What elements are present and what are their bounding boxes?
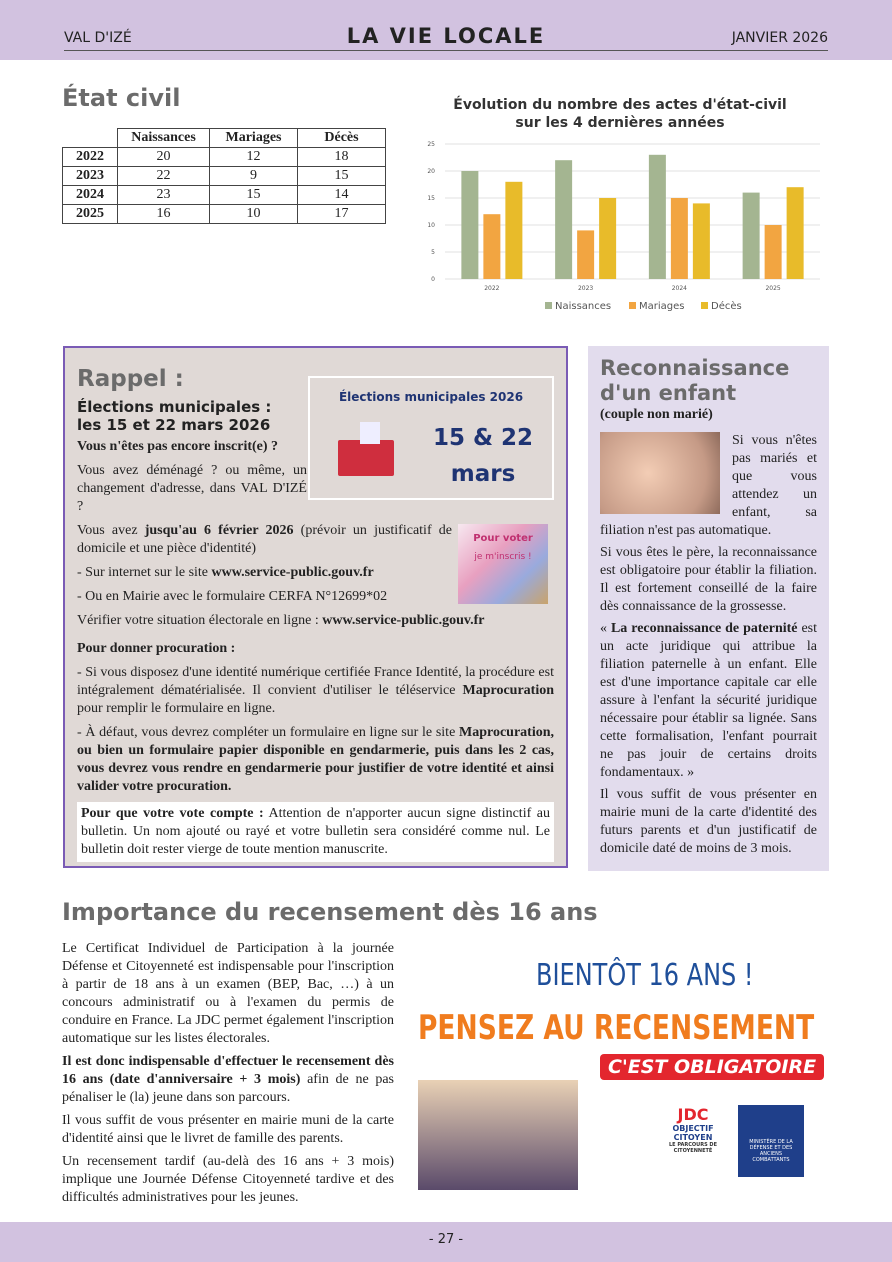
etat-civil-title: État civil [62, 84, 181, 112]
paragraph: Vous avez déménagé ? ou même, un changement d'adresse, dans VAL D'IZÉ ? [77, 463, 307, 514]
paragraph: Il vous suffit de vous présenter en mairie muni de la carte d'identité des futurs parents et d'un justificatif de domicile daté de moins de 3 mois. [600, 787, 817, 856]
vote-notice [77, 802, 554, 862]
bar-décès [787, 187, 804, 279]
text: - Si vous disposez d'une identité numérique certifiée France Identité, la procédure est intégralement dématérialisée. Il convient d'utiliser le téléservice [77, 665, 554, 698]
bar-naissances [555, 160, 572, 279]
col-header: Mariages [210, 129, 298, 148]
page-footer [0, 1222, 892, 1262]
chart-subtitle: sur les 4 dernières années [515, 115, 725, 131]
deadline: jusqu'au 6 février 2026 [144, 523, 294, 538]
legend-swatch [701, 302, 708, 309]
y-tick-label: 25 [427, 141, 435, 148]
text-bold: Maprocuration, ou bien un formulaire papier disponible en gendarmerie, puis dans les 2 cas, vous devrez vous rendre en gendarmerie pour justifier de votre identité et ainsi valider votre procuration. [77, 725, 554, 794]
bar-naissances [461, 171, 478, 279]
cell: 23 [118, 186, 210, 205]
poster-line: BIENTÔT 16 ANS ! [536, 958, 754, 993]
recensement-poster [408, 940, 828, 1190]
cell: 17 [298, 205, 386, 224]
recensement-title: Importance du recensement dès 16 ans [62, 898, 598, 926]
election-subtitle: Élections municipales : [77, 398, 272, 416]
question: Pour donner procuration : [77, 641, 236, 656]
teen-illustration [418, 1080, 578, 1190]
bar-décès [693, 203, 710, 279]
cell: 12 [210, 148, 298, 167]
question: Vous n'êtes pas encore inscrit(e) ? [77, 439, 279, 454]
text-bold: La reconnaissance de paternité [610, 621, 798, 636]
paragraph: Un recensement tardif (au-delà des 16 ans + 3 mois) implique une Journée Défense Citoyenneté tardive et des difficultés administratives pour les jeunes. [62, 1154, 394, 1205]
cell: 9 [210, 167, 298, 186]
section-title: LA VIE LOCALE [346, 24, 546, 48]
text: - Sur internet sur le site [77, 565, 212, 580]
service-public-link[interactable]: www.service-public.gouv.fr [322, 613, 485, 628]
bar-décès [505, 182, 522, 279]
paragraph [77, 522, 452, 558]
row-year: 2025 [63, 205, 118, 224]
legend-swatch [629, 302, 636, 309]
notice-text: Attention de n'apporter aucun signe distinctif au bulletin. Un nom ajouté ou rayé et votre bulletin sera considéré comme nul. Le bulletin doit rester vierge de toute mention manuscrite. [81, 806, 550, 857]
paragraph [77, 664, 554, 718]
cell: 15 [210, 186, 298, 205]
y-tick-label: 15 [427, 195, 435, 202]
logo-text: OBJECTIF CITOYEN [672, 1124, 714, 1142]
x-tick-label: 2024 [671, 285, 688, 292]
col-header: Décès [298, 129, 386, 148]
header-divider [64, 50, 828, 51]
etat-civil-chart [420, 90, 840, 320]
paragraph: Si vous êtes le père, la reconnaissance est obligatoire pour établir la filiation. Il est fortement conseillé de la faire dès connaissance de la grossesse. [600, 545, 817, 614]
legend-swatch [545, 302, 552, 309]
page-number: - 27 - [428, 1232, 464, 1247]
bar-mariages [765, 225, 782, 279]
poster-badge: C'EST OBLIGATOIRE [600, 1054, 824, 1080]
vote-registration-image [458, 524, 548, 604]
legend-label: Naissances [555, 301, 612, 312]
vote-img-text: Pour voter [473, 533, 533, 544]
vote-img-text: je m'inscris ! [474, 552, 532, 562]
table-row [63, 186, 386, 205]
legend-label: Mariages [639, 301, 685, 312]
bar-naissances [649, 155, 666, 279]
poster-month: mars [450, 461, 516, 487]
cell: 20 [118, 148, 210, 167]
town-name: VAL D'IZÉ [64, 30, 132, 46]
bar-naissances [743, 193, 760, 279]
y-tick-label: 20 [427, 168, 435, 175]
y-tick-label: 0 [431, 276, 435, 283]
row-year: 2022 [63, 148, 118, 167]
maprocuration: Maprocuration [462, 683, 554, 698]
y-tick-label: 10 [427, 222, 435, 229]
paragraph [77, 612, 554, 630]
text: « [600, 621, 611, 636]
cell: 16 [118, 205, 210, 224]
rappel-box [63, 346, 568, 868]
poster-dates: 15 & 22 [432, 425, 534, 451]
table-row [63, 148, 386, 167]
reconnaissance-box [588, 346, 829, 871]
notice-label: Pour que votre vote compte : [81, 806, 264, 821]
poster-line: PENSEZ AU RECENSEMENT [418, 1008, 815, 1048]
ballot-box-icon [338, 440, 394, 476]
text: pour remplir le formulaire en ligne. [77, 701, 276, 716]
paragraph: Il vous suffit de vous présenter en mairie muni de la carte d'identité ainsi que le livret de famille des parents. [62, 1113, 394, 1146]
reconnaissance-subtitle: (couple non marié) [600, 407, 713, 422]
x-tick-label: 2023 [577, 285, 594, 292]
text: Vérifier votre situation électorale en ligne : [77, 613, 323, 628]
paragraph: Le Certificat Individuel de Participation à la journée Défense et Citoyenneté est indispensable pour l'inscription à partir de 18 ans à un examen (BEP, Bac, …) à un concours administratif ou à l'examen du permis de conduire en France. La JDC permet également l'inscription automatique sur les listes électorales. [62, 941, 394, 1046]
rappel-title: Rappel : [77, 366, 184, 392]
recensement-text [62, 940, 394, 1212]
x-tick-label: 2022 [484, 285, 500, 292]
cell: 15 [298, 167, 386, 186]
bar-mariages [671, 198, 688, 279]
jdc-logo: JDC [677, 1105, 709, 1124]
text: - À défaut, vous devrez compléter un formulaire en ligne sur le site [77, 725, 459, 740]
col-header: Naissances [118, 129, 210, 148]
poster-title: Élections municipales 2026 [338, 390, 524, 404]
election-dates: les 15 et 22 mars 2026 [77, 416, 271, 434]
paragraph: Si vous n'êtes pas mariés et que vous attendez un enfant, sa filiation n'est pas automatique. [600, 433, 817, 538]
table-row [63, 205, 386, 224]
service-public-link[interactable]: www.service-public.gouv.fr [211, 565, 374, 580]
reconnaissance-title: Reconnaissance d'un enfant [600, 356, 790, 405]
cell: 14 [298, 186, 386, 205]
election-poster [308, 376, 554, 500]
row-year: 2023 [63, 167, 118, 186]
cell: 10 [210, 205, 298, 224]
paragraph [62, 1053, 394, 1107]
bar-mariages [483, 214, 500, 279]
logo-text: LE PARCOURS DE CITOYENNETÉ [668, 1142, 717, 1154]
x-tick-label: 2025 [765, 285, 781, 292]
paragraph: - Ou en Mairie avec le formulaire CERFA N°12699*02 [77, 589, 388, 604]
bar-mariages [577, 230, 594, 279]
bar-décès [599, 198, 616, 279]
text: (prévoir un justificatif de domicile et une pièce d'identité) [77, 523, 452, 556]
etat-civil-table [62, 128, 386, 224]
paragraph [77, 724, 554, 796]
baby-hand-photo [600, 432, 720, 514]
ministry-logo: MINISTÈRE DE LA DÉFENSE ET DES ANCIENS COMBATTANTS [738, 1105, 804, 1177]
table-row [63, 167, 386, 186]
text: est un acte juridique qui attribue la filiation paternelle à un enfant. Elle est d'une importance capitale car elle assure à l'enfant la sécurité juridique nécessaire pour établir sa lignée. Sans cette formalisation, l'enfant pourrait ne pas jouir de certains droits fondamentaux. » [600, 621, 818, 780]
text: Vous avez [77, 523, 145, 538]
y-tick-label: 5 [431, 249, 435, 256]
cell: 18 [298, 148, 386, 167]
text: afin de ne pas pénaliser le (la) jeune dans son parcours. [62, 1072, 395, 1105]
table-header [63, 129, 386, 148]
paragraph [600, 620, 817, 782]
cell: 22 [118, 167, 210, 186]
legend-label: Décès [711, 301, 742, 312]
chart-title: Évolution du nombre des actes d'état-civil [453, 97, 787, 113]
issue-date: JANVIER 2026 [731, 30, 828, 46]
ballot-icon [360, 422, 380, 444]
page-header [0, 0, 892, 60]
text-bold: Il est donc indispensable d'effectuer le recensement dès 16 ans (date d'anniversaire + 3 mois) [62, 1054, 394, 1087]
row-year: 2024 [63, 186, 118, 205]
